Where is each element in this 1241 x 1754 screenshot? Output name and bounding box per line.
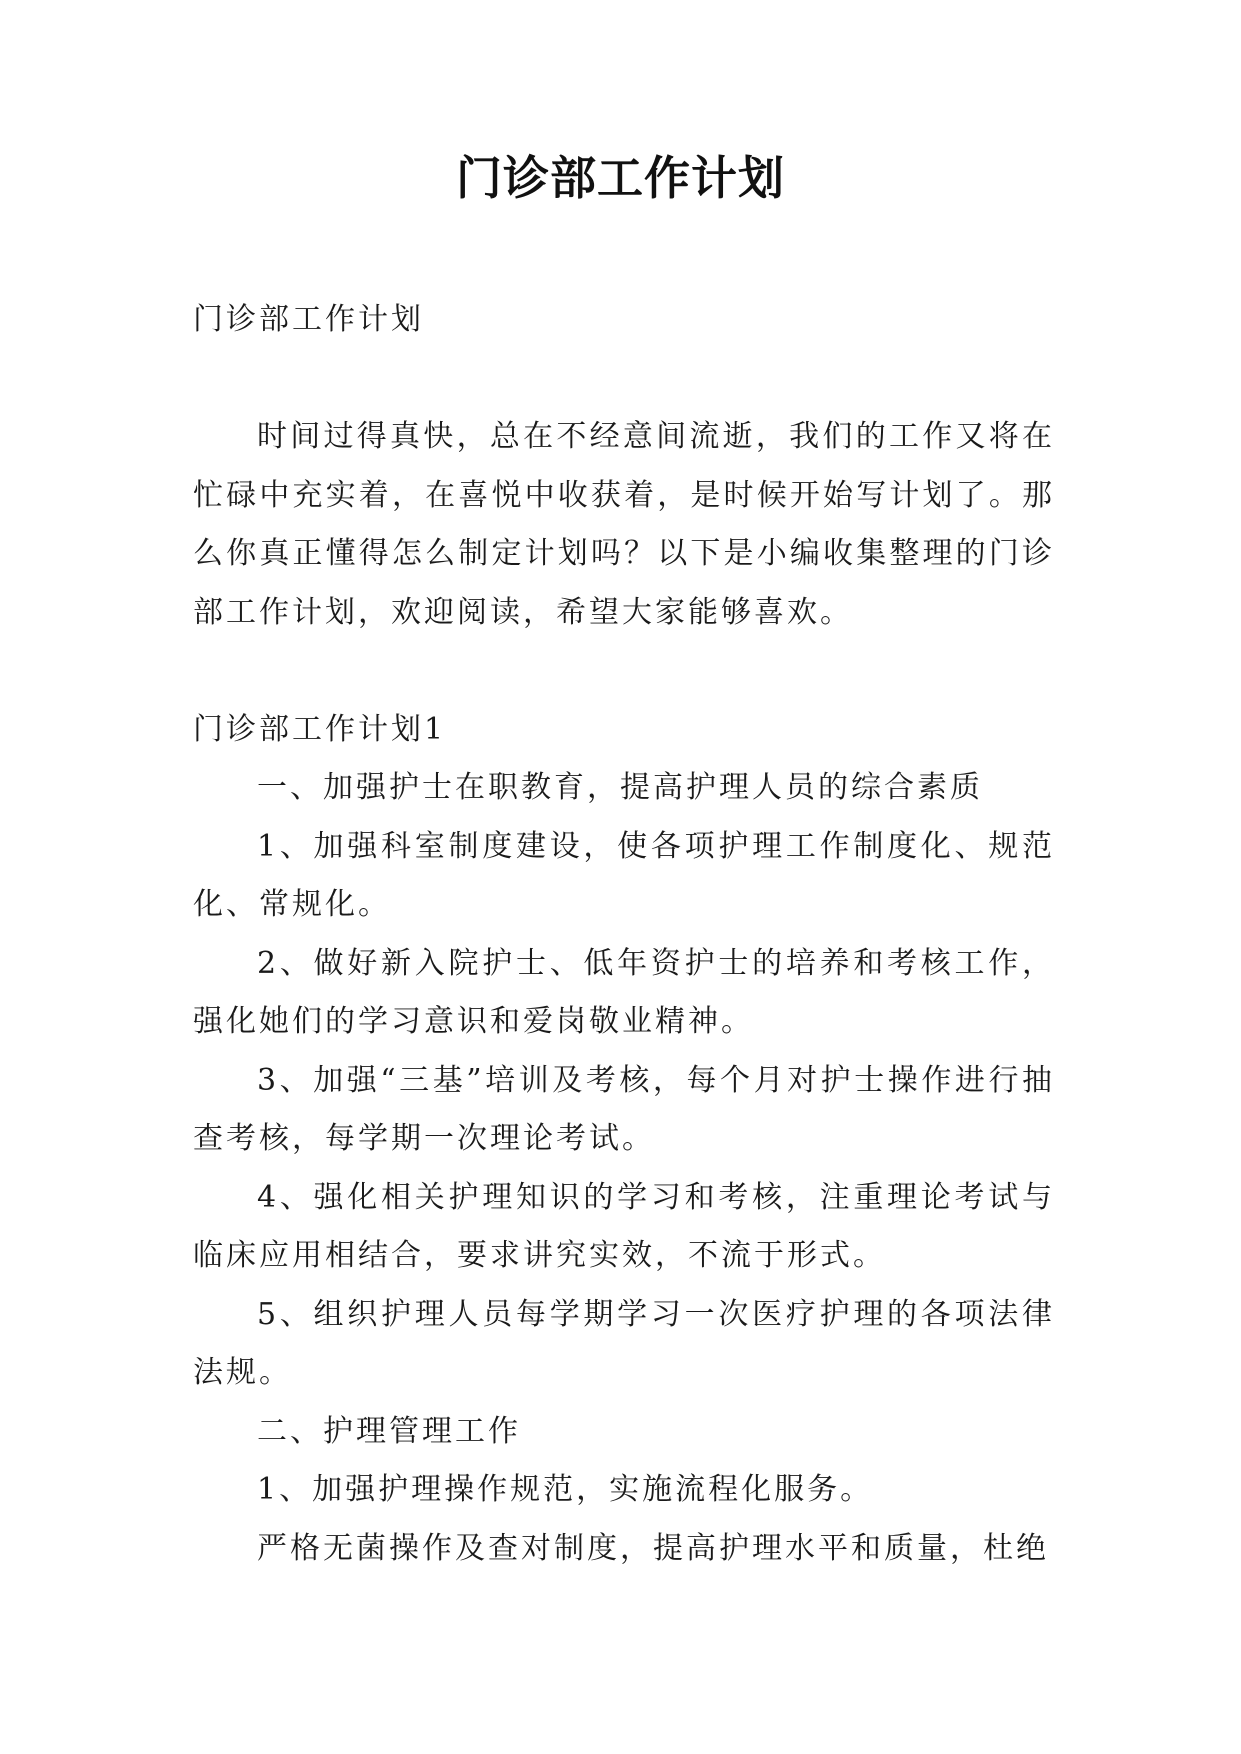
list-item: 1、加强护理操作规范，实施流程化服务。 xyxy=(257,1472,874,1507)
intro-paragraph: 时间过得真快，总在不经意间流逝，我们的工作又将在忙碌中充实着，在喜悦中收获着，是时候开始写计划了。那么你真正懂得怎么制定计划吗？以下是小编收集整理的门诊部工作计划，欢迎阅读，希望大家能够喜欢。 xyxy=(193,419,1055,630)
list-item: 1、加强科室制度建设，使各项护理工作制度化、规范化、常规化。 xyxy=(193,828,1055,922)
heading-level-1: 一、加强护士在职教育，提高护理人员的综合素质 xyxy=(257,770,983,805)
body-paragraph: 严格无菌操作及查对制度，提高护理水平和质量，杜绝 xyxy=(257,1530,1049,1566)
list-item: 5、组织护理人员每学期学习一次医疗护理的各项法律法规。 xyxy=(193,1296,1055,1390)
section-heading: 门诊部工作计划1 xyxy=(193,711,447,747)
subtitle-paragraph: 门诊部工作计划 xyxy=(193,302,424,337)
list-item: 2、做好新入院护士、低年资护士的培养和考核工作，强化她们的学习意识和爱岗敬业精神。 xyxy=(193,945,1055,1039)
list-item: 4、强化相关护理知识的学习和考核，注重理论考试与临床应用相结合，要求讲究实效，不流于形式。 xyxy=(193,1179,1055,1273)
document-body xyxy=(193,291,1055,1578)
heading-level-1: 二、护理管理工作 xyxy=(257,1413,521,1449)
list-item: 3、加强“三基”培训及考核，每个月对护士操作进行抽查考核，每学期一次理论考试。 xyxy=(193,1062,1055,1156)
document-title: 门诊部工作计划 xyxy=(456,151,785,205)
